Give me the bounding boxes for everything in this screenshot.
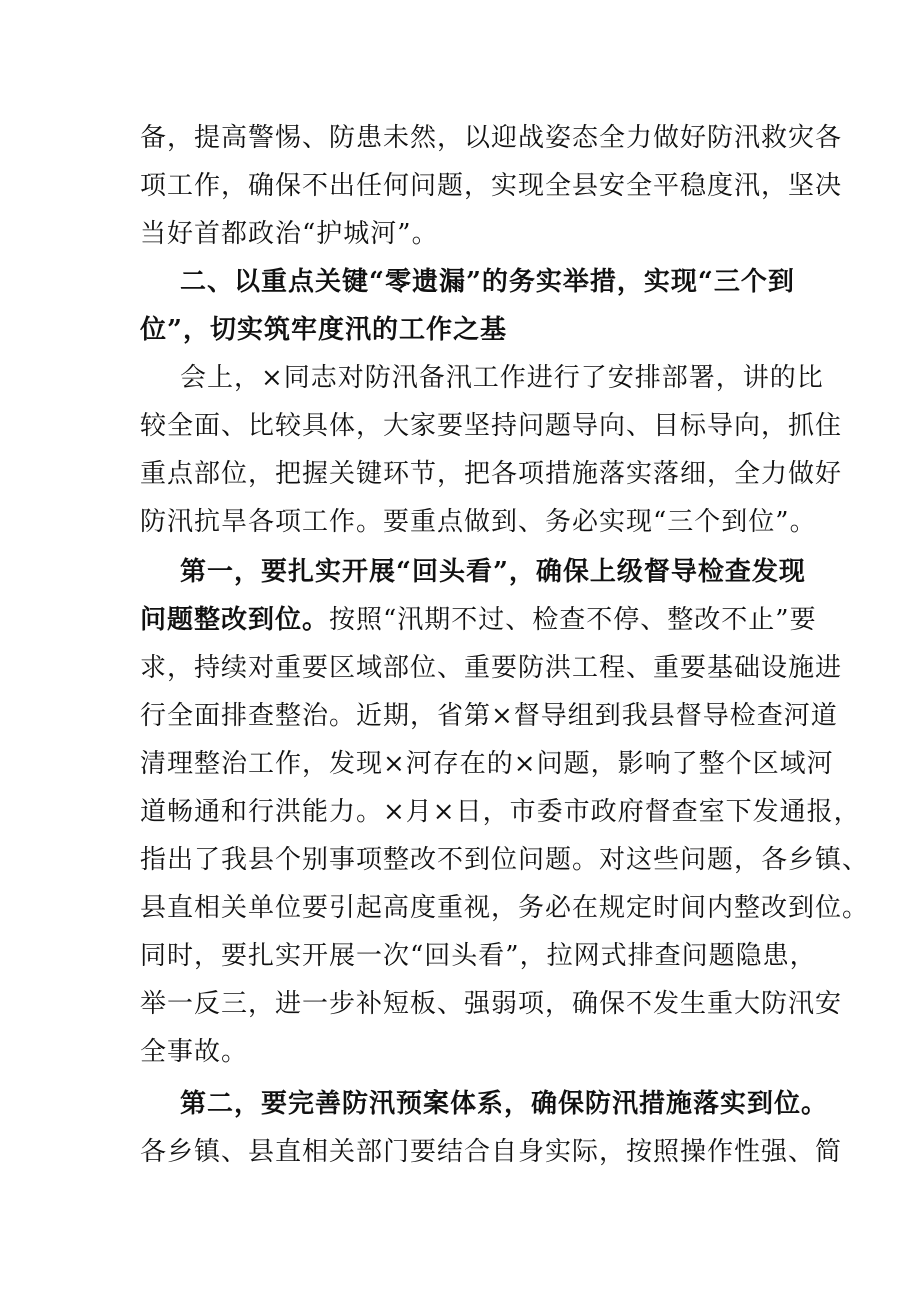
body-text: 按照“汛期不过、检查不停、整改不止”要 (329, 605, 817, 635)
body-line: 防汛抗旱各项工作。要重点做到、务必实现“三个到位”。 (140, 507, 817, 537)
body-line: 同时，要扎实开展一次“回头看”，拉网式排查问题隐患， (140, 941, 817, 971)
subsection-lead: 第一，要扎实开展“回头看”，确保上级督导检查发现 (180, 557, 806, 587)
body-line: 较全面、比较具体，大家要坚持问题导向、目标导向，抓住 (140, 411, 843, 441)
body-line: 全事故。 (140, 1037, 249, 1067)
subsection-lead: 第二，要完善防汛预案体系，确保防汛措施落实到位。 (180, 1089, 829, 1119)
body-line: 各乡镇、县直相关部门要结合自身实际，按照操作性强、简 (140, 1137, 843, 1167)
body-line: 会上，×同志对防汛备汛工作进行了安排部署，讲的比 (180, 363, 824, 393)
body-line: 行全面排查整治。近期，省第×督导组到我县督导检查河道 (140, 701, 838, 731)
body-line: 举一反三，进一步补短板、强弱项，确保不发生重大防汛安 (140, 989, 843, 1019)
body-line: 清理整治工作，发现×河存在的×问题，影响了整个区域河 (140, 749, 834, 779)
body-line (140, 600, 817, 640)
body-line: 项工作，确保不出任何问题，实现全县安全平稳度汛，坚决 (140, 171, 843, 201)
body-line: 当好首都政治“护城河”。 (140, 219, 439, 249)
body-line: 备，提高警惕、防患未然，以迎战姿态全力做好防汛救灾各 (140, 123, 843, 153)
section-heading: 二、以重点关键“零遗漏”的务实举措，实现“三个到 (180, 267, 795, 297)
body-line: 重点部位，把握关键环节，把各项措施落实落细，全力做好 (140, 459, 843, 489)
body-line: 道畅通和行洪能力。×月×日，市委市政府督查室下发通报， (140, 797, 861, 827)
section-heading: 位”，切实筑牢度汛的工作之基 (140, 315, 507, 345)
subsection-lead-tail: 问题整改到位。 (140, 605, 330, 635)
body-line: 求，持续对重要区域部位、重要防洪工程、重要基础设施进 (140, 653, 843, 683)
body-line: 指出了我县个别事项整改不到位问题。对这些问题，各乡镇、 (140, 845, 870, 875)
body-line: 县直相关单位要引起高度重视，务必在规定时间内整改到位。 (140, 893, 870, 923)
